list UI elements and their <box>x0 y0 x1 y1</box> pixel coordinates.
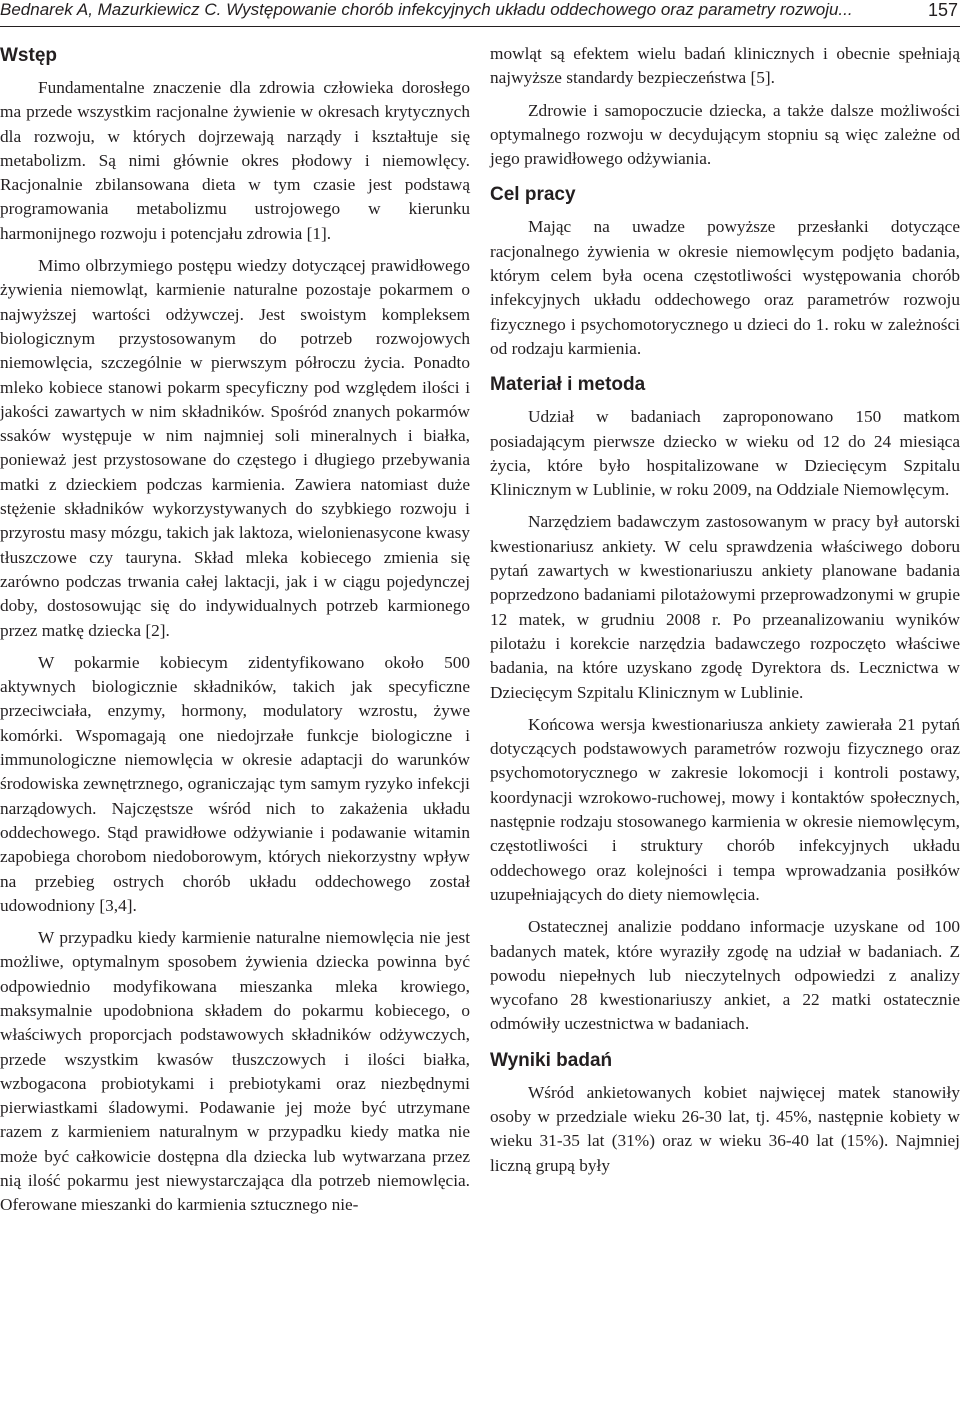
page-number: 157 <box>927 0 958 20</box>
intro-paragraph-3: W pokarmie kobiecym zidentyfikowano około 500 aktywnych biologicznie składników, takich jak specyficzne przeciwciała, enzymy, hormony, modulatory wzrostu, żywe komórki. Wspomagają one niedojrzałe funkcje biologiczne i immunologiczne niemowlęcia w okresie adaptacji do warunków środowiska zewnętrznego, ograniczając tym samym ryzyko infekcji narządowych. Najczęstsze wśród nich to zakażenia układu oddechowego. Stąd prawidłowe odżywianie i podawanie witamin zapobiega chorobom niedoborowym, których niekorzystny wpływ na przebieg ostrych chorób układu oddechowego został udowodniony [3,4]. <box>0 652 470 915</box>
header-rule <box>0 26 960 27</box>
section-heading-aim: Cel pracy <box>490 184 576 206</box>
intro-paragraph-1: Fundamentalne znaczenie dla zdrowia człowieka dorosłego ma przede wszystkim racjonalne żywienie w okresach krytycznych dla rozwoju, w których dojrzewają narządy i kształtuje się metabolizm. Są nimi głównie okres płodowy i niemowlęcy. Racjonalnie zbilansowana dieta w tym czasie jest podstawą programowania metabolizmu ustrojowego w kierunku harmonijnego rozwoju i potencjału zdrowia [1]. <box>0 78 470 243</box>
methods-paragraph-3: Końcowa wersja kwestionariusza ankiety zawierała 21 pytań dotyczących podstawowych parametrów rozwoju fizycznego oraz psychomotorycznego w zakresie lokomocji i kontroli postawy, koordynacji wzrokowo-ruchowej, mowy i kontaktów społecznych, następnie rodzaju stosowanego karmienia w okresie niemowlęcym, częstotliwości i struktury chorób infekcyjnych układu oddechowego oraz kolejności i tempa wprowadzania posiłków uzupełniających do diety niemowlęcia. <box>490 714 960 904</box>
section-heading-introduction: Wstęp <box>0 45 57 66</box>
intro-paragraph-2: Mimo olbrzymiego postępu wiedzy dotyczącej prawidłowego żywienia niemowląt, karmienie naturalne pozostaje pokarmem o najwyższej wartości odżywczej. Jest swoistym kompleksem biologicznym przystosowanym do potrzeb rozwojowych niemowlęcia, szczególnie w pierwszym półroczu życia. Ponadto mleko kobiece stanowi pokarm specyficzny pod względem ilości i jakości zawartych w nim składników. Spośród znanych pokarmów ssaków występuje w nim najmniej soli mineralnych i białka, ponieważ jest przystosowane do częstego i długiego przebywania matki z dzieckiem podczas karmienia. Zawiera natomiast duże stężenie składników wykorzystywanych do szybkiego rozwoju i przyrostu masy mózgu, takich jak laktoza, wielonienasycone kwasy tłuszczowe czy tauryna. Skład mleka kobiecego zmienia się zarówno podczas trwania całej laktacji, jak i w ciągu pojedynczej doby, dostosowując się do indywidualnych potrzeb karmionego przez matkę dziecka [2]. <box>0 256 470 640</box>
methods-paragraph-2: Narzędziem badawczym zastosowanym w pracy był autorski kwestionariusz ankiety. W celu sprawdzenia właściwego doboru pytań zawartych w kwestionariuszu ankiety planowane badania poprzedzono badaniami pilotażowymi przeprowadzonymi w grupie 12 matek, w grudniu 2008 r. Po przeanalizowaniu wyników pilotażu i korekcie narzędzia badawczego rozpoczęto właściwe badania, na które uzyskano zgodę Dyrektora ds. Lecznictwa w Dziecięcym Szpitalu Klinicznym w Lublinie. <box>490 512 960 702</box>
running-header <box>0 0 960 26</box>
section-heading-methods: Materiał i metoda <box>490 374 646 396</box>
methods-paragraph-4: Ostatecznej analizie poddano informacje uzyskane od 100 badanych matek, które wyraziły zgodę na udział w badaniach. Z powodu niepełnych lub nieczytelnych odpowiedzi z analizy wycofano 28 kwestionariuszy ankiet, a 22 matki ostatecznie odmówiły uczestnictwa w badaniach. <box>490 917 960 1034</box>
left-column <box>0 44 470 1218</box>
aim-paragraph: Mając na uwadze powyższe przesłanki dotyczące racjonalnego żywienia w okresie niemowlęcym podjęto badania, którym celem była ocena częstotliwości występowania chorób infekcyjnych układu oddechowego oraz parametrów rozwoju fizycznego i psychomotorycznego u dzieci do 1. roku w zależności od rodzaju karmienia. <box>490 217 960 358</box>
right-column <box>490 42 960 1186</box>
section-heading-results: Wyniki badań <box>490 1049 613 1071</box>
intro-continuation: mowląt są efektem wielu badań klinicznych i obecnie spełniają najwyższe standardy bezpieczeństwa [5]. <box>490 44 960 88</box>
results-paragraph: Wśród ankietowanych kobiet najwięcej matek stanowiły osoby w przedziale wieku 26-30 lat, tj. 45%, następnie kobiety w wieku 31-35 lat (31%) oraz w wieku 36-40 lat (15%). Najmniej liczną grupą były <box>490 1082 960 1175</box>
intro-paragraph-5: Zdrowie i samopoczucie dziecka, a także dalsze możliwości optymalnego rozwoju w decydującym stopniu są więc zależne od jego prawidłowego odżywiania. <box>490 100 960 169</box>
running-title: Bednarek A, Mazurkiewicz C. Występowanie chorób infekcyjnych układu oddechowego oraz parametry rozwoju... <box>0 0 853 19</box>
intro-paragraph-4: W przypadku kiedy karmienie naturalne niemowlęcia nie jest możliwe, optymalnym sposobem żywienia dziecka powinna być odpowiednio modyfikowana mieszanka mleka krowiego, maksymalnie upodobniona składem do pokarmu kobiecego, o właściwych proporcjach podstawowych składników odżywczych, przede wszystkim kwasów tłuszczowych i ilości białka, wzbogacona probiotykami i prebiotykami oraz niezbędnymi pierwiastkami śladowymi. Podawanie jej może być utrzymane razem z karmieniem naturalnym w przypadku kiedy matka nie może być całkowicie dostępna dla dziecka lub wytwarzana przez nią ilość pokarmu jest niewystarczająca dla potrzeb niemowlęcia. Oferowane mieszanki do karmienia sztucznego nie- <box>0 928 470 1215</box>
methods-paragraph-1: Udział w badaniach zaproponowano 150 matkom posiadającym pierwsze dziecko w wieku od 12 do 24 miesiąca życia, które było hospitalizowane w Dziecięcym Szpitalu Klinicznym w Lublinie, w roku 2009, na Oddziale Niemowlęcym. <box>490 407 960 500</box>
